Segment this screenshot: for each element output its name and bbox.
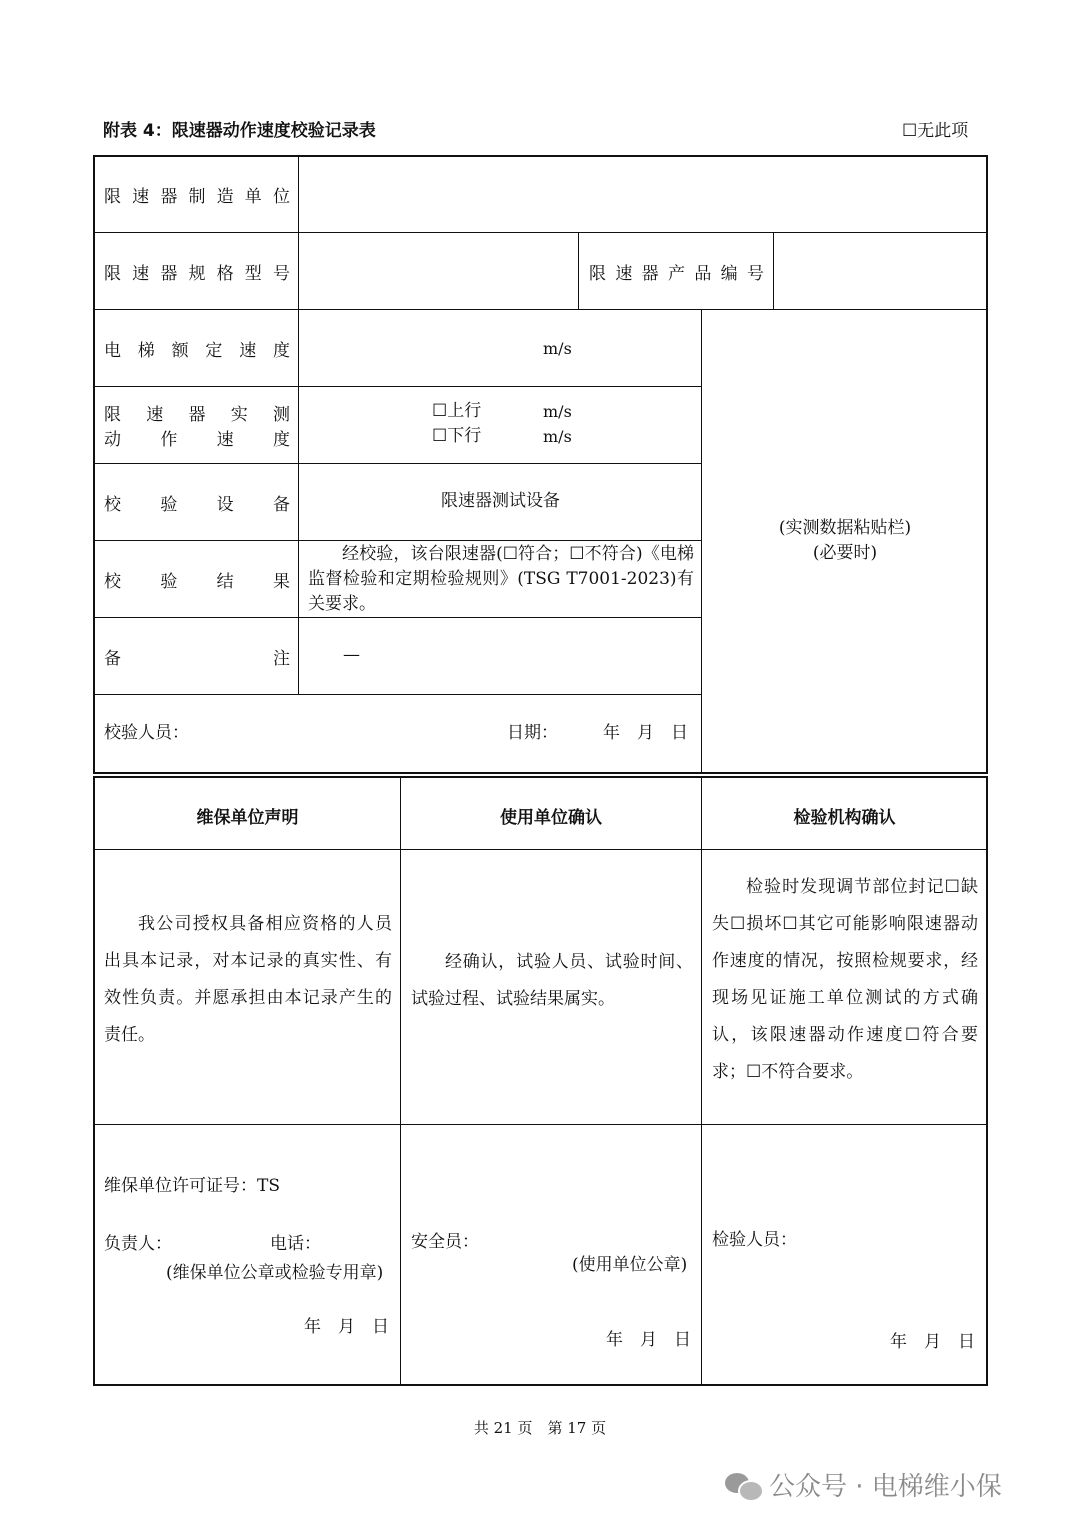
measured-label-line1: 限 速 器 实 测	[104, 405, 290, 425]
equipment-value: 限速器测试设备	[441, 491, 560, 511]
measured-label-line2: 动 作 速 度	[104, 430, 290, 450]
user-seal: (使用单位公章)	[572, 1255, 688, 1275]
maintenance-person: 负责人：	[104, 1234, 172, 1254]
serial-label: 限 速 器 产 品 编 号	[589, 264, 764, 284]
maintenance-seal: (维保单位公章或检验专用章)	[166, 1263, 384, 1283]
inspection-header: 检验机构确认	[793, 808, 896, 828]
maintenance-license: 维保单位许可证号：TS	[104, 1176, 280, 1196]
paste-area-note: (实测数据粘贴栏)	[778, 518, 912, 538]
no-item-checkbox[interactable]: ☐无此项	[902, 121, 969, 141]
wechat-icon	[725, 1471, 761, 1499]
down-checkbox[interactable]: ☐下行	[432, 426, 482, 446]
maintenance-statement: 我公司授权具备相应资格的人员出具本记录，对本记录的真实性、有效性负责。并愿承担由本记录产生的责任。	[104, 914, 392, 1045]
date-ymd: 年 月 日	[603, 723, 688, 743]
down-unit: m/s	[543, 427, 572, 446]
inspection-person: 检验人员：	[712, 1230, 797, 1250]
watermark-text: 公众号 · 电梯维小保	[769, 1472, 1002, 1502]
manufacturer-label: 限 速 器 制 造 单 位	[104, 187, 290, 207]
up-checkbox[interactable]: ☐上行	[432, 401, 482, 421]
model-label: 限 速 器 规 格 型 号	[104, 264, 290, 284]
form-title: 附表 4：限速器动作速度校验记录表	[103, 121, 376, 141]
equipment-label: 校 验 设 备	[104, 495, 290, 515]
remark-label: 备 注	[104, 649, 290, 669]
record-table	[93, 155, 988, 774]
date-label: 日期：	[507, 723, 558, 743]
user-header: 使用单位确认	[500, 808, 602, 828]
maintenance-header: 维保单位声明	[196, 808, 299, 828]
remark-value: —	[343, 645, 360, 665]
maintenance-phone: 电话：	[270, 1234, 321, 1254]
rated-speed-unit: m/s	[543, 339, 572, 358]
user-statement: 经确认，试验人员、试验时间、试验过程、试验结果属实。	[411, 952, 693, 1009]
maintenance-date: 年 月 日	[304, 1317, 389, 1337]
paste-area-note-2: (必要时)	[812, 543, 878, 563]
up-unit: m/s	[543, 402, 572, 421]
safety-officer: 安全员：	[411, 1232, 479, 1252]
rated-speed-label: 电 梯 额 定 速 度	[104, 341, 290, 361]
inspection-date: 年 月 日	[890, 1332, 975, 1352]
page-footer: 共 21 页 第 17 页	[473, 1419, 607, 1437]
inspector-label: 校验人员：	[104, 723, 189, 743]
user-date: 年 月 日	[606, 1330, 691, 1350]
result-label: 校 验 结 果	[104, 572, 290, 592]
watermark	[725, 1466, 1002, 1503]
result-value: 经校验，该台限速器(☐符合；☐不符合)《电梯监督检验和定期检验规则》(TSG T7001-2023)有关要求。	[308, 544, 694, 614]
inspection-statement: 检验时发现调节部位封记☐缺失☐损坏☐其它可能影响限速器动作速度的情况，按照检规要求，经现场见证施工单位测试的方式确认，该限速器动作速度☐符合要求；☐不符合要求。	[712, 877, 978, 1082]
